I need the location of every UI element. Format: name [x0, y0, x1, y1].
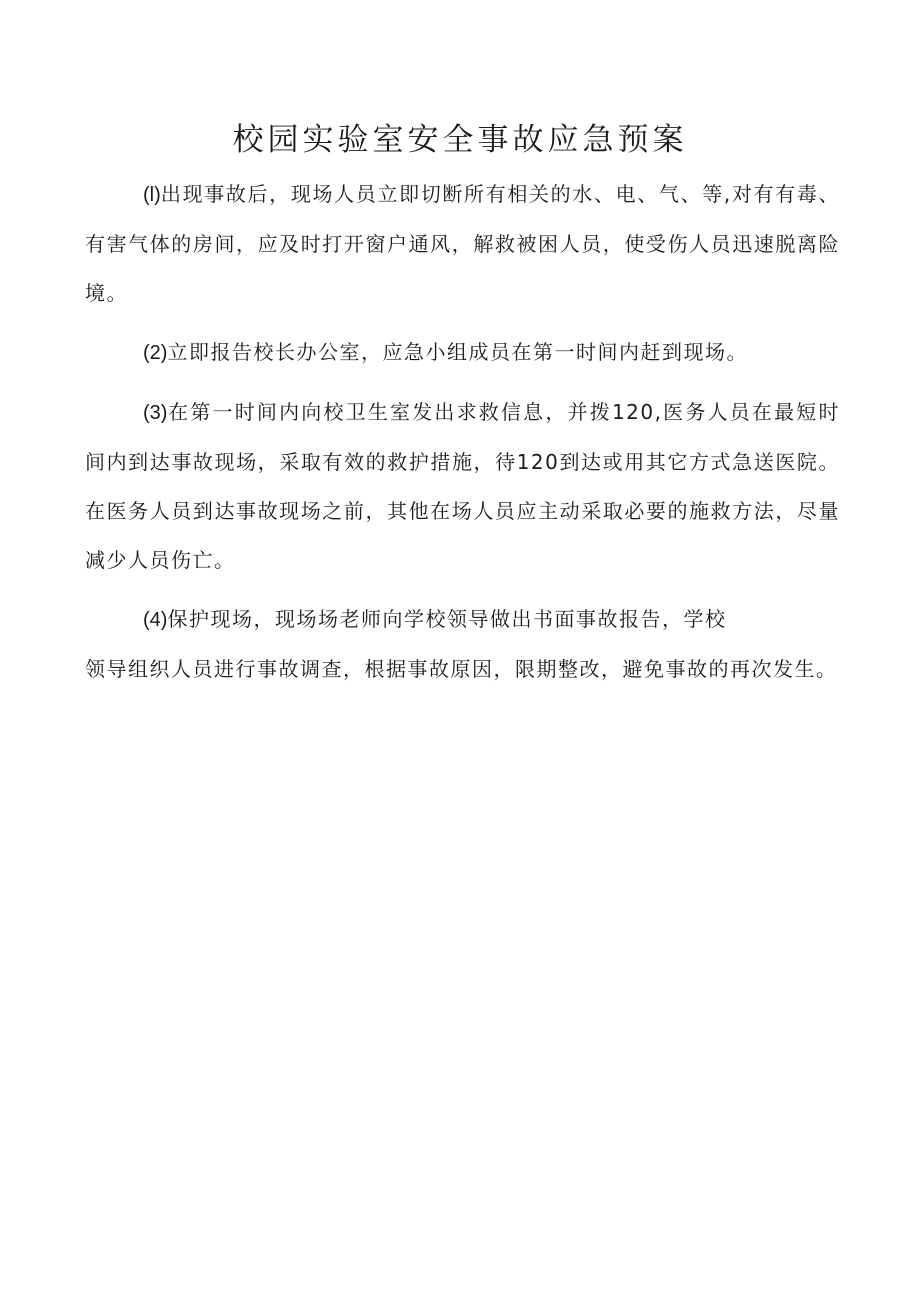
- paragraph-4-text-rest: 领导组织人员进行事故调查，根据事故原因，限期整改，避免事故的再次发生。: [85, 657, 838, 681]
- paragraph-1: [85, 170, 840, 318]
- paragraph-4: [85, 595, 840, 694]
- paragraph-1-text: 出现事故后，现场人员立即切断所有相关的水、电、气、等,对有有毒、有害气体的房间，应及时打开窗户通风，解救被困人员，使受伤人员迅速脱离险境。: [85, 182, 840, 305]
- document-body: [85, 170, 840, 694]
- paragraph-3-text: 在第一时间内向校卫生室发出求救信息，并拨120,医务人员在最短时间内到达事故现场，采取有效的救护措施，待120到达或用其它方式急送医院。在医务人员到达事故现场之前，其他在场人员应主动采取必要的施救方法，尽量减少人员伤亡。: [85, 400, 840, 572]
- paragraph-4-text-line1: 保护现场，现场场老师向学校领导做出书面事故报告，学校: [167, 607, 727, 631]
- paragraph-3-marker: (3): [143, 402, 168, 424]
- paragraph-4-marker: (4): [143, 609, 168, 631]
- paragraph-1-marker: (l): [143, 184, 161, 206]
- paragraph-2-text: 立即报告校长办公室，应急小组成员在第一时间内赶到现场。: [167, 340, 748, 364]
- paragraph-2: [85, 328, 840, 378]
- document-title: 校园实验室安全事故应急预案: [232, 122, 688, 158]
- paragraph-3: [85, 388, 840, 585]
- paragraph-2-marker: (2): [143, 342, 168, 364]
